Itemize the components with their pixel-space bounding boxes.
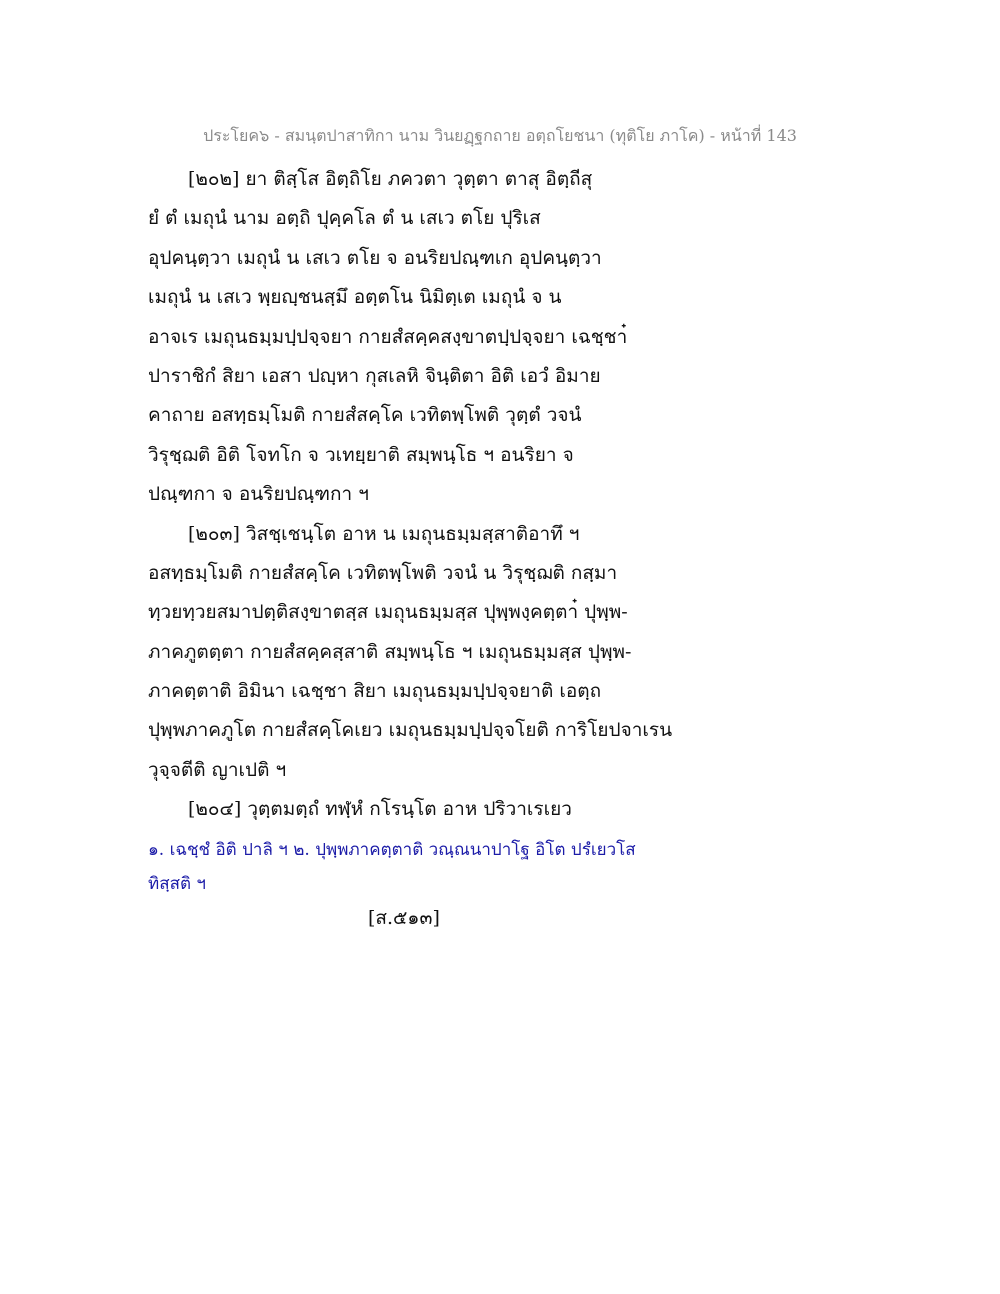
paragraph-202-start: [๒๐๒] ยา ติสฺโส อิตฺถิโย ภควตา วุตฺตา ตาสุ อิตฺถีสุ xyxy=(188,168,593,190)
page-reference: [ส.๕๑๓] xyxy=(368,907,440,929)
body-text xyxy=(148,160,708,830)
text-line: ภาคตฺตาติ อิมินา เฉชฺชา สิยา เมถุนธมฺมปฺปจฺจยาติ เอตฺถ xyxy=(148,680,602,703)
text-line: คาถาย อสทฺธมฺโมติ กายสํสคฺโค เวทิตพฺโพติ วุตฺตํ วจนํ xyxy=(148,404,582,427)
text-line: วุจฺจตีติ ญาเปติ ฯ xyxy=(148,758,287,781)
text-line: ปณฺฑกา จ อนริยปณฺฑกา ฯ xyxy=(148,483,369,506)
footnote-line: ทิสฺสติ ฯ xyxy=(148,874,206,894)
text-line: อสทฺธมฺโมติ กายสํสคฺโค เวทิตพฺโพติ วจนํ น วิรุชฺฌติ กสฺมา xyxy=(148,561,618,584)
text-line: ปาราชิกํ สิยา เอสา ปญฺหา กุสเลหิ จินฺติตา อิติ เอวํ อิมาย xyxy=(148,364,601,387)
footnote-line: ๑. เฉชฺชํ อิติ ปาลิ ฯ ๒. ปุพฺพภาคตฺตาติ วณฺณนาปาโฐ อิโต ปรํเยวโส xyxy=(148,840,636,860)
running-header: ประโยค๖ - สมนฺตปาสาทิกา นาม วินยฏฺฐกถาย อตฺถโยชนา (ทุติโย ภาโค) - หน้าที่ 143 xyxy=(203,126,797,145)
text-line: ทฺวยทฺวยสมาปตฺติสงฺขาตสฺส เมถุนธมฺมสฺส ปุพฺพงฺคตฺตา๋ ปุพฺพ- xyxy=(148,601,628,624)
text-line: อุปคนฺตฺวา เมถุนํ น เสเว ตโย จ อนริยปณฺฑเก อุปคนฺตฺวา xyxy=(148,246,602,269)
paragraph-204-start: [๒๐๔] วุตฺตมตฺถํ ทฬฺหํ กโรนฺโต อาห ปริวาเรเยว xyxy=(188,798,572,821)
text-line: เมถุนํ น เสเว พฺยญฺชนสฺมึ อตฺตโน นิมิตฺเต เมถุนํ จ น xyxy=(148,286,562,309)
text-line: ยํ ตํ เมถุนํ นาม อตฺถิ ปุคฺคโล ตํ น เสเว ตโย ปุริเส xyxy=(148,207,541,230)
text-line: ปุพฺพภาคภูโต กายสํสคฺโคเยว เมถุนธมฺมปฺปจฺจโยติ การิโยปจาเรน xyxy=(148,719,673,742)
text-line: อาจเร เมถุนธมฺมปฺปจฺจยา กายสํสคฺคสงฺขาตปฺปจฺจยา เฉชฺชา๋ xyxy=(148,325,628,348)
text-line: ภาคภูตตฺตา กายสํสคฺคสฺสาติ สมฺพนฺโธ ฯ เมถุนธมฺมสฺส ปุพฺพ- xyxy=(148,640,632,663)
text-line: วิรุชฺฌติ อิติ โจทโก จ วเทยฺยาติ สมฺพนฺโธ ฯ อนริยา จ xyxy=(148,443,574,466)
paragraph-203-start: [๒๐๓] วิสชฺเชนฺโต อาห น เมถุนธมฺมสฺสาติอาทึ ฯ xyxy=(188,522,580,545)
footnotes xyxy=(148,833,748,901)
